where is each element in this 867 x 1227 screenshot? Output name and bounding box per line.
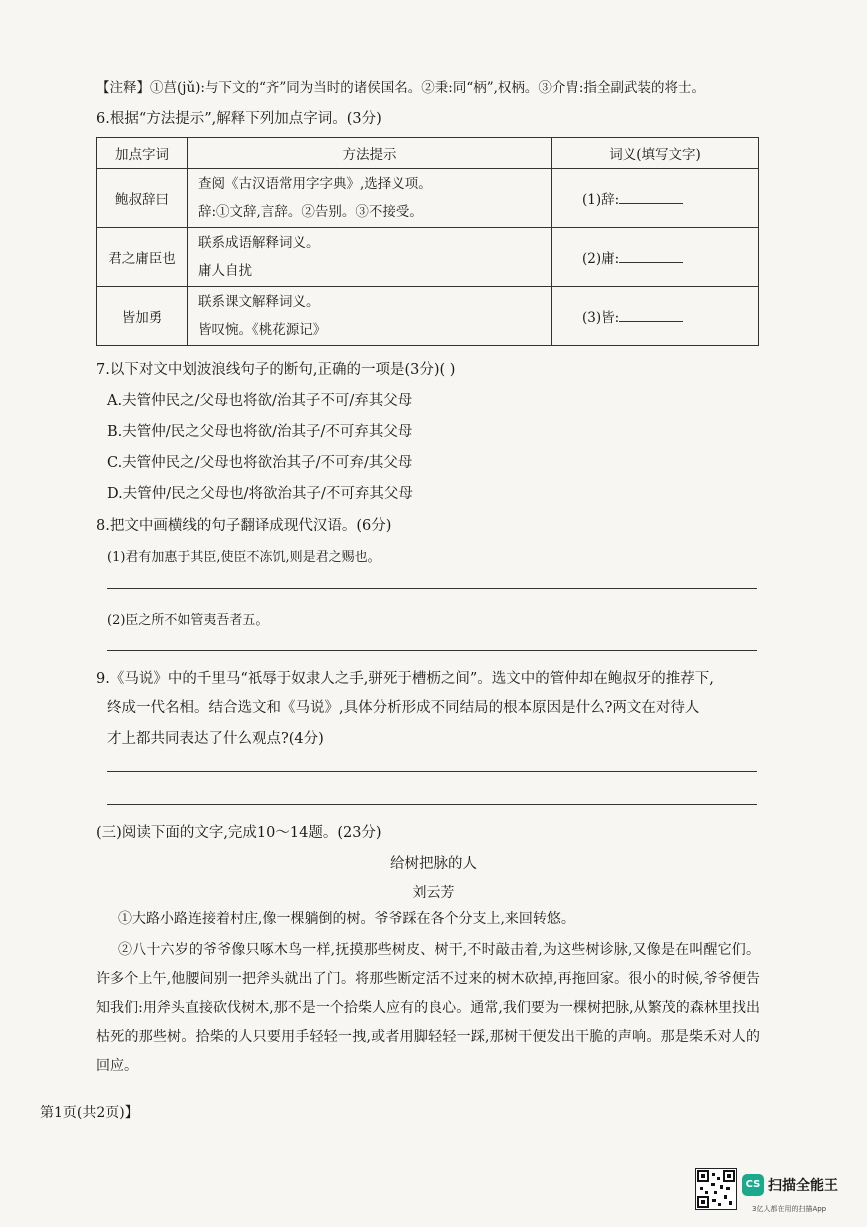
question-9-line-1: 9.《马说》中的千里马“祇辱于奴隶人之手,骈死于槽枥之间”。选文中的管仲却在鲍叔牙的推荐下, (96, 671, 714, 687)
dotted-word: 皆加勇 (97, 287, 188, 346)
method-table (96, 137, 759, 346)
meaning-cell[interactable] (552, 169, 759, 228)
answer-line[interactable] (107, 771, 757, 772)
table-row (97, 228, 759, 287)
table-row (97, 169, 759, 228)
question-9-line-3: 才上都共同表达了什么观点?(4分) (107, 731, 324, 747)
header-hint: 方法提示 (188, 138, 552, 169)
option-c[interactable]: C.夫管仲民之/父母也将欲治其子/不可弃/其父母 (107, 455, 413, 471)
camscanner-logo-icon: CS (742, 1174, 764, 1196)
passage-author: 刘云芳 (412, 885, 455, 901)
sentence-2: (2)臣之所不如管夷吾者五。 (107, 613, 269, 628)
option-b[interactable]: B.夫管仲/民之父母也将欲/治其子/不可弃其父母 (107, 424, 413, 440)
answer-label: (3)皆: (582, 310, 620, 326)
header-meaning: 词义(填写文字) (552, 138, 759, 169)
table-row (97, 287, 759, 346)
question-8-stem: 8.把文中画横线的句子翻译成现代汉语。(6分) (96, 518, 392, 534)
answer-line[interactable] (107, 804, 757, 805)
page-footer: 第1页(共2页)】 (40, 1105, 139, 1121)
question-9-line-2: 终成一代名相。结合选文和《马说》,具体分析形成不同结局的根本原因是什么?两文在对待人 (107, 700, 700, 716)
method-hint (188, 228, 552, 287)
answer-line[interactable] (107, 650, 757, 651)
hint-line: 联系课文解释词义。 (198, 294, 320, 310)
answer-blank[interactable] (619, 309, 683, 322)
dotted-word: 鲍叔辞曰 (97, 169, 188, 228)
table-header-row (97, 138, 759, 169)
header-word: 加点字词 (97, 138, 188, 169)
answer-label: (2)庸: (582, 251, 620, 267)
paragraph-2: ②八十六岁的爷爷像只啄木鸟一样,抚摸那些树皮、树干,不时敲击着,为这些树诊脉,又像是在叫醒它们。许多个上午,他腰间别一把斧头就出了门。将那些断定活不过来的树木砍掉,再拖回家。很小的时候,爷爷便告知我们:用斧头直接砍伐树木,那不是一个拾柴人应有的良心。通常,我们要为一棵树把脉,从繁茂的森林里找出枯死的那些树。拾柴的人只要用手轻轻一拽,或者用脚轻轻一踩,那树干便发出干脆的声响。那是柴禾对人的回应。 (96, 942, 760, 1074)
qr-code-icon (695, 1168, 737, 1210)
hint-line: 查阅《古汉语常用字字典》,选择义项。 (198, 176, 432, 192)
answer-line[interactable] (107, 588, 757, 589)
meaning-cell[interactable] (552, 287, 759, 346)
question-7-stem: 7.以下对文中划波浪线句子的断句,正确的一项是(3分)( ) (96, 362, 456, 378)
paragraph-1: ①大路小路连接着村庄,像一棵躺倒的树。爷爷踩在各个分支上,来回转悠。 (118, 911, 575, 927)
scanner-app-name: 扫描全能王 (768, 1178, 838, 1194)
method-hint (188, 287, 552, 346)
hint-line: 联系成语解释词义。 (198, 235, 320, 251)
answer-label: (1)辞: (582, 192, 620, 208)
meaning-cell[interactable] (552, 228, 759, 287)
hint-line: 皆叹惋。《桃花源记》 (198, 322, 327, 338)
question-6-stem: 6.根据“方法提示”,解释下列加点字词。(3分) (96, 111, 382, 127)
passage-title: 给树把脉的人 (390, 856, 477, 872)
hint-line: 庸人自扰 (198, 263, 252, 279)
option-d[interactable]: D.夫管仲/民之父母也/将欲治其子/不可弃其父母 (107, 486, 413, 502)
sentence-1: (1)君有加惠于其臣,使臣不冻饥,则是君之赐也。 (107, 550, 381, 565)
answer-blank[interactable] (619, 191, 683, 204)
dotted-word: 君之庸臣也 (97, 228, 188, 287)
option-a[interactable]: A.夫管仲民之/父母也将欲/治其子不可/弃其父母 (107, 393, 413, 409)
method-hint (188, 169, 552, 228)
hint-line: 辞:①文辞,言辞。②告别。③不接受。 (198, 204, 423, 220)
annotation-note: 【注释】①莒(jǔ):与下文的“齐”同为当时的诸侯国名。②秉:同“柄”,权柄。③介胄:指全副武装的将士。 (96, 80, 705, 96)
scanner-tagline: 3亿人都在用的扫描App (752, 1205, 827, 1213)
section-3-heading: (三)阅读下面的文字,完成10～14题。(23分) (96, 825, 382, 841)
qr-pattern (696, 1169, 736, 1209)
answer-blank[interactable] (619, 250, 683, 263)
